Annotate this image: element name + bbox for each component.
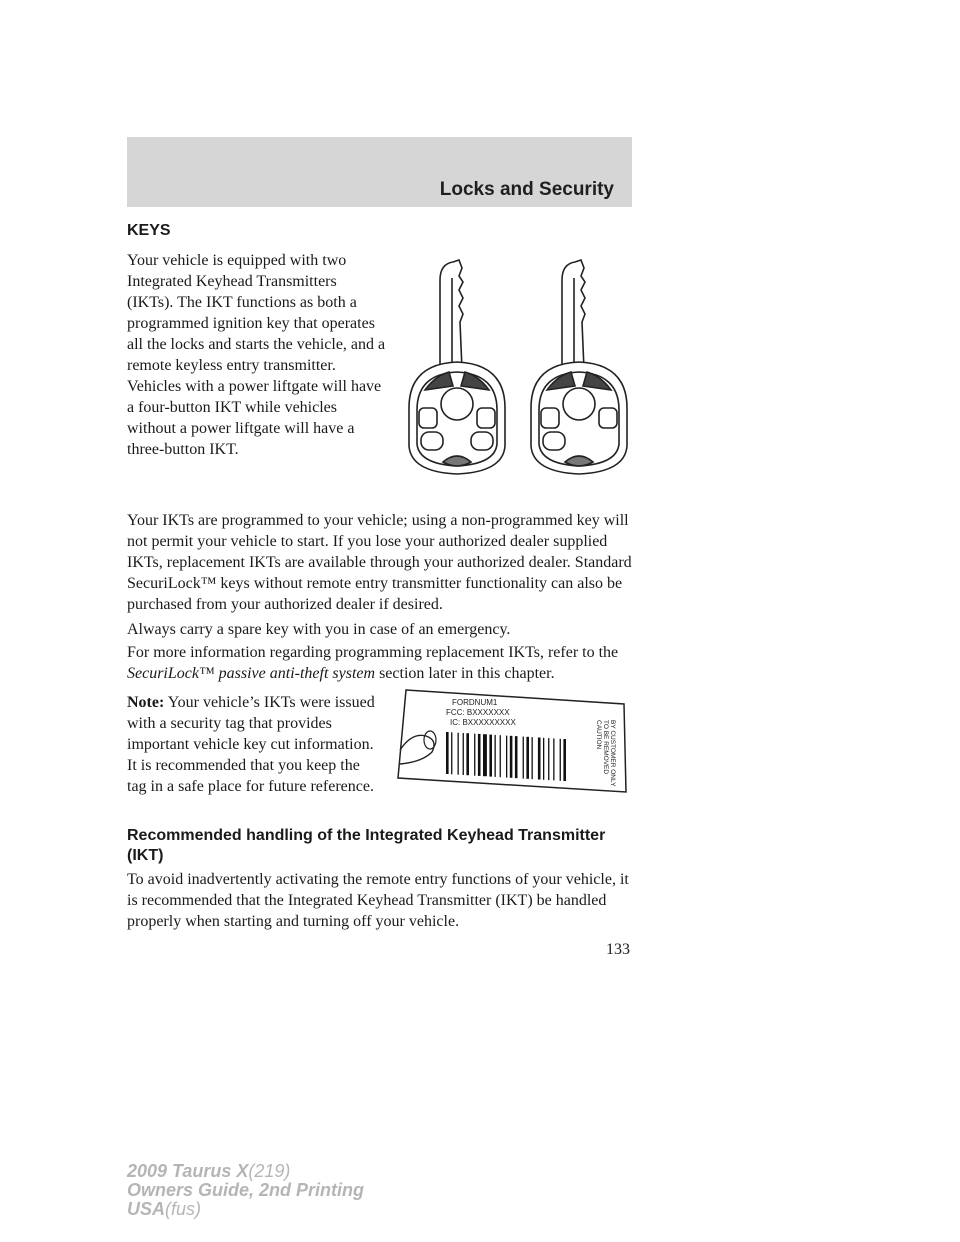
tag-caution-1: CAUTION: [595, 720, 602, 750]
footer-guide: Owners Guide, 2nd Printing: [127, 1180, 365, 1200]
handling-heading: Recommended handling of the Integrated Keyhead Transmitter (IKT): [127, 827, 606, 864]
tag-line-3: IC: BXXXXXXXXX: [450, 718, 516, 727]
footer-model-code: (219): [248, 1161, 291, 1181]
four-button-ikt-icon: [409, 260, 505, 474]
note-text: Your vehicle’s IKTs were issued with a security tag that provides important vehicle key cut information. It is recommended that you keep the tag in a safe place for future reference.: [127, 694, 375, 795]
handling-paragraph: To avoid inadvertently activating the remote entry functions of your vehicle, it is recommended that the Integrated Keyhead Transmitter (IKT) be handled properly when starting and turning off your vehicle.: [127, 871, 629, 930]
section-title: Locks and Security: [439, 179, 614, 200]
tag-line-1: FORDNUM1: [452, 698, 498, 707]
three-button-ikt-icon: [531, 260, 627, 474]
page-number: 133: [606, 941, 630, 958]
spare-key-paragraph: Always carry a spare key with you in case of an emergency.: [127, 621, 511, 638]
more-info-text: For more information regarding programming replacement IKTs, refer to the: [127, 644, 619, 661]
header-band: [127, 137, 632, 207]
programmed-paragraph: Your IKTs are programmed to your vehicle; using a non-programmed key will not permit your vehicle to start. If you lose your authorized dealer supplied IKTs, replacement IKTs are available through your authorized dealer. Standard SecuriLock™ keys without remote entry transmitter functionality can also be purchased from your authorized dealer if desired.: [127, 512, 632, 613]
note-label: Note:: [127, 694, 165, 711]
security-tag-illustration: [392, 680, 632, 798]
tag-caution-3: BY CUSTOMER ONLY: [609, 720, 616, 787]
footer-region: USA: [127, 1199, 166, 1219]
intro-paragraph: Your vehicle is equipped with two Integrated Keyhead Transmitters (IKTs). The IKT functions as both a programmed ignition key that operates all the locks and starts the vehicle, and a remote keyless entry transmitter. Vehicles with a power liftgate will have a four-button IKT while vehicles without a power liftgate will have a three-button IKT.: [127, 252, 386, 458]
footer-region-code: (fus): [165, 1199, 202, 1219]
footer-model: 2009 Taurus X: [127, 1161, 249, 1181]
ikt-keys-illustration: [405, 258, 630, 490]
note-paragraph: [127, 692, 377, 797]
more-info-paragraph: [127, 642, 632, 684]
footer: [127, 1162, 364, 1219]
keys-heading: KEYS: [127, 222, 171, 239]
more-info-suffix: section later in this chapter.: [379, 665, 555, 682]
tag-caution-2: TO BE REMOVED: [602, 720, 609, 775]
securilock-reference: SecuriLock™ passive anti-theft system: [127, 665, 376, 682]
tag-line-2: FCC: BXXXXXXX: [446, 708, 510, 717]
